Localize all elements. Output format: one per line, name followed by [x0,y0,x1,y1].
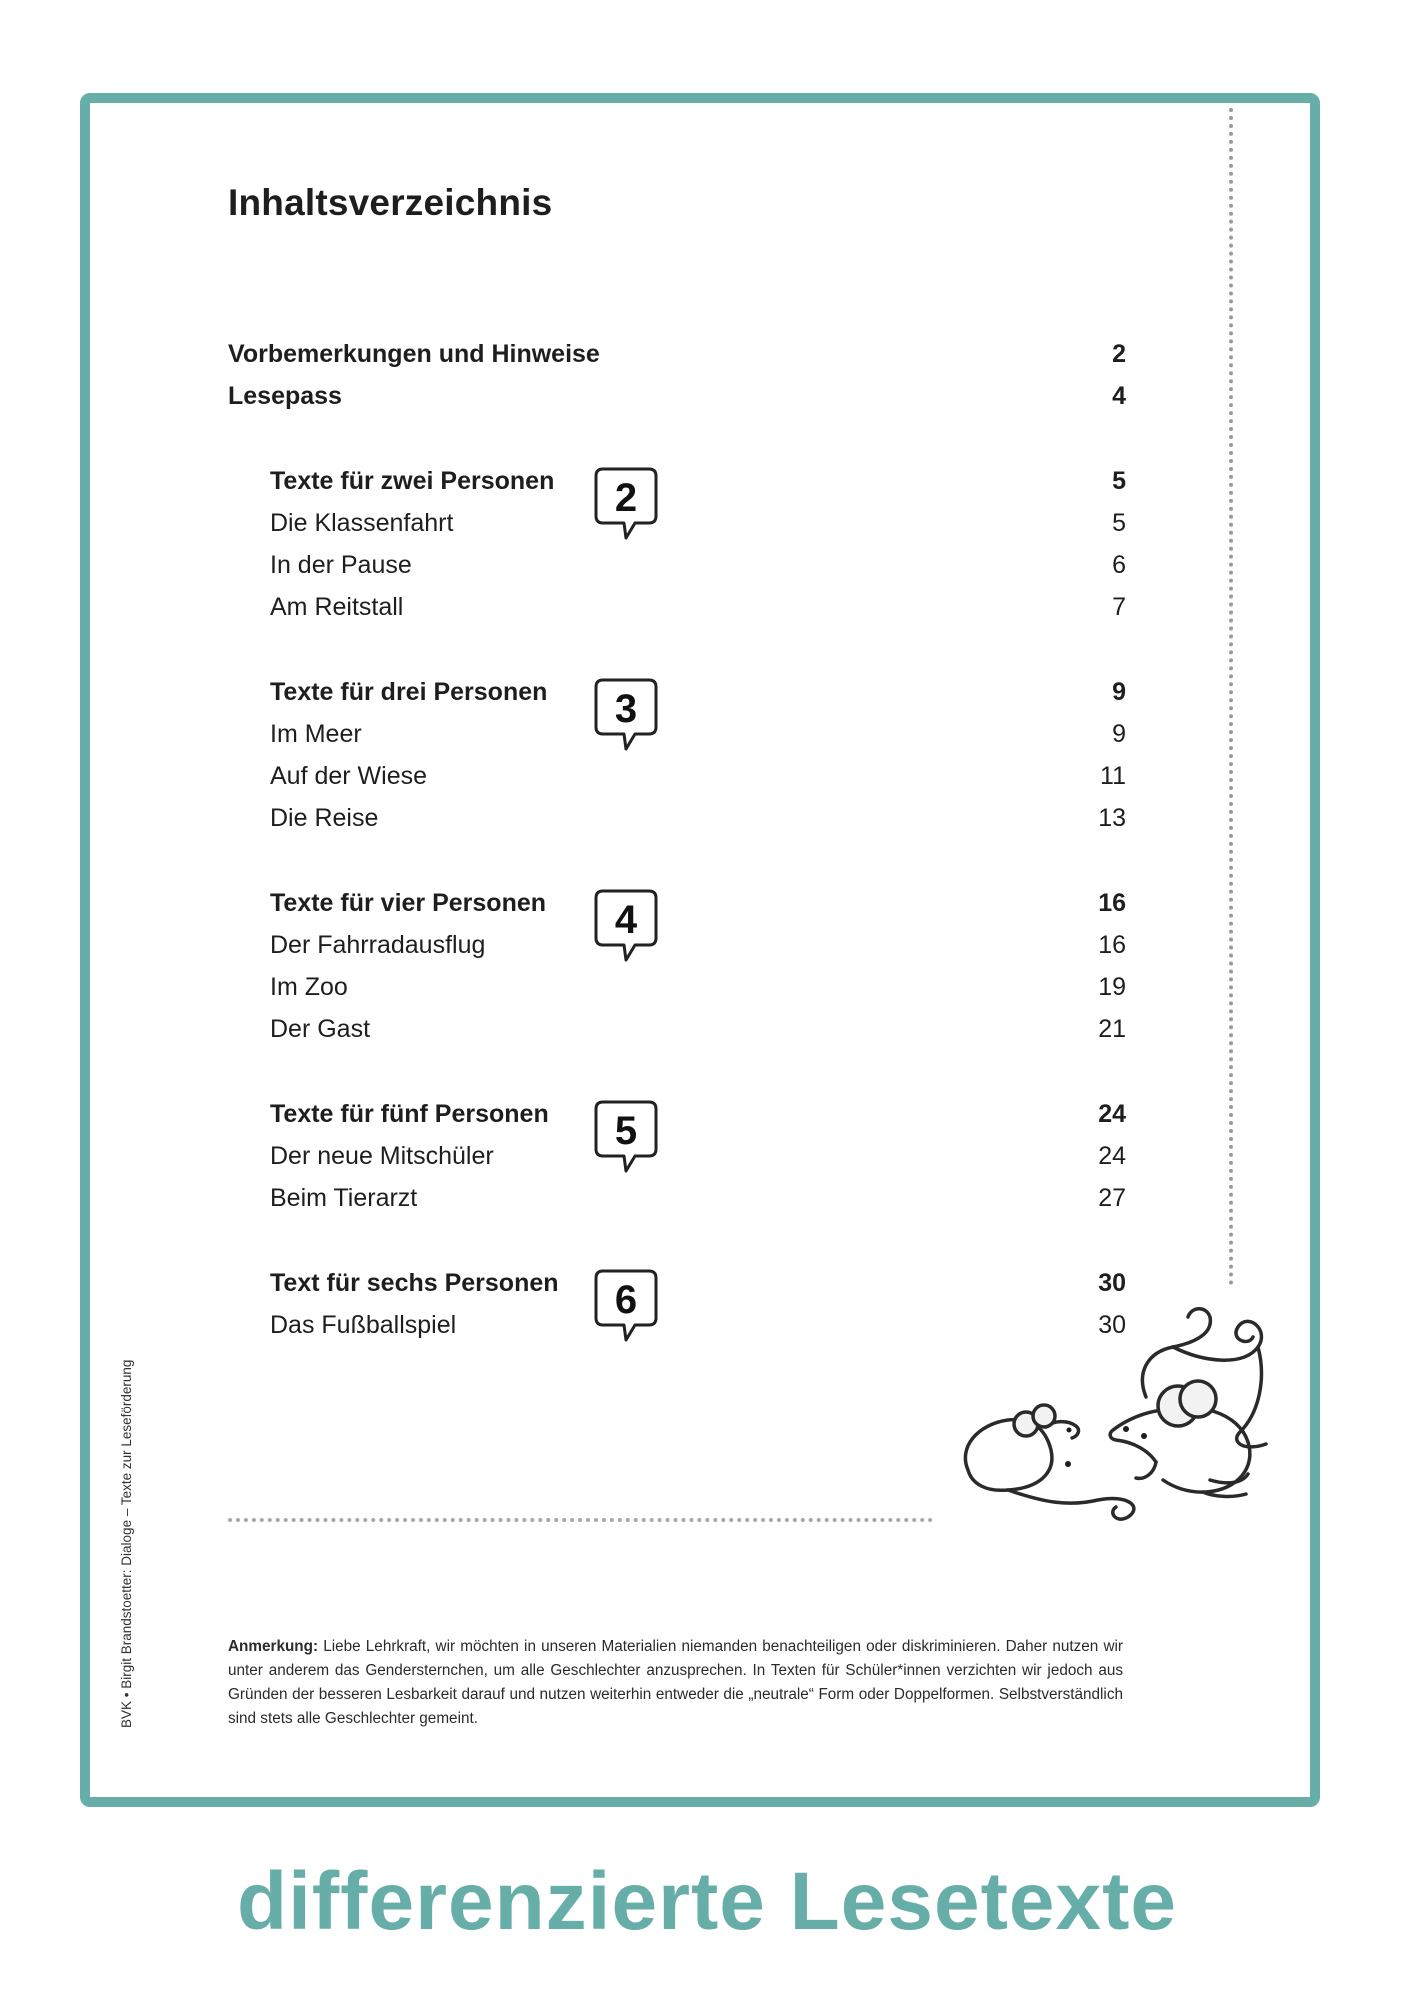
toc-page-number: 27 [1098,1184,1126,1212]
mice-illustration [948,1302,1300,1564]
toc-page-number: 30 [1098,1311,1126,1339]
toc-page-number: 24 [1098,1100,1126,1128]
side-credit: BVK • Birgit Brandstoetter: Dialoge – Texte zur Leseförderung [119,1359,134,1728]
toc-entry [270,1177,1126,1219]
toc-section-heading [270,671,1126,713]
toc-entry [270,797,1126,839]
toc-entry-label: Vorbemerkungen und Hinweise [228,340,600,368]
toc-entry-label: Lesepass [228,382,342,410]
toc-page-number: 13 [1098,804,1126,832]
toc-section-heading [270,460,1126,502]
toc-entry [270,1135,1126,1177]
toc-entry-label: Beim Tierarzt [270,1184,418,1212]
toc-page-number: 7 [1112,593,1126,621]
footnote [228,1635,1123,1731]
toc-entry [270,966,1126,1008]
toc-page-number: 30 [1098,1269,1126,1297]
toc-page-number: 6 [1112,551,1126,579]
toc-page-number: 21 [1098,1015,1126,1043]
toc-page-number: 4 [1112,382,1126,410]
speech-bubble-number: 2 [614,476,638,520]
toc-entry [270,755,1126,797]
toc-page-number: 9 [1112,678,1126,706]
toc-section-label: Texte für drei Personen [270,678,548,706]
toc-section-heading [270,882,1126,924]
toc-entry-label: Im Meer [270,720,362,748]
speech-bubble-number: 4 [614,898,638,942]
toc-section-label: Text für sechs Personen [270,1269,559,1297]
toc-entry-label: Am Reitstall [270,593,404,621]
horizontal-dotted-line [228,1518,933,1522]
toc-page-number: 16 [1098,931,1126,959]
toc-entry-label: Die Klassenfahrt [270,509,454,537]
speech-bubble-icon-5 [593,1099,659,1177]
toc-entry [270,544,1126,586]
speech-bubble-icon-2 [593,466,659,544]
toc-section-heading [270,1262,1126,1304]
toc-entry-label: In der Pause [270,551,412,579]
toc-section-label: Texte für vier Personen [270,889,547,917]
bottom-title: differenzierte Lesetexte [236,1856,1177,1947]
toc-entry [270,586,1126,628]
toc-page-number: 11 [1100,762,1126,790]
toc-entry-label: Der neue Mitschüler [270,1142,494,1170]
toc-page-number: 2 [1112,340,1126,368]
toc-entry-label: Die Reise [270,804,379,832]
toc-entry [270,713,1126,755]
toc-page-number: 16 [1098,889,1126,917]
toc-entry-label: Der Fahrradausflug [270,931,486,959]
toc-entry [270,1008,1126,1050]
toc-entry-label: Im Zoo [270,973,348,1001]
speech-bubble-number: 3 [614,687,638,731]
toc-entry-label: Der Gast [270,1015,371,1043]
toc-section-label: Texte für fünf Personen [270,1100,549,1128]
page-title: Inhaltsverzeichnis [228,182,553,223]
toc-entry-label: Das Fußballspiel [270,1311,457,1339]
toc-entry-label: Auf der Wiese [270,762,428,790]
footnote-text: Liebe Lehrkraft, wir möchten in unseren Materialien niemanden benachteiligen oder diskriminieren. Daher nutzen wir unter anderem das Gendersternchen, um alle Geschlechter anzusprechen. In Texten für Schüler*innen verzichten wir jedoch aus Gründen der besseren Lesbarkeit darauf und nutzen weiterhin entweder die „neutrale“ Form oder Doppelformen. Selbstverständlich sind stets alle Geschlechter gemeint. [228,1638,1123,1727]
toc-page-number: 9 [1112,720,1126,748]
toc-page-number: 5 [1112,509,1126,537]
toc-entry [270,924,1126,966]
speech-bubble-number: 5 [614,1109,638,1153]
toc-page-number: 24 [1098,1142,1126,1170]
toc-entry [270,502,1126,544]
toc-entry [228,375,1126,417]
vertical-dotted-line [1229,108,1233,1286]
speech-bubble-icon-4 [593,888,659,966]
toc-section-label: Texte für zwei Personen [270,467,555,495]
speech-bubble-number: 6 [614,1278,638,1322]
toc-section-heading [270,1093,1126,1135]
toc-page-number: 5 [1112,467,1126,495]
footnote-label: Anmerkung: [228,1638,319,1655]
speech-bubble-icon-3 [593,677,659,755]
speech-bubble-icon-6 [593,1268,659,1346]
toc-entry [228,333,1126,375]
toc-page-number: 19 [1098,973,1126,1001]
